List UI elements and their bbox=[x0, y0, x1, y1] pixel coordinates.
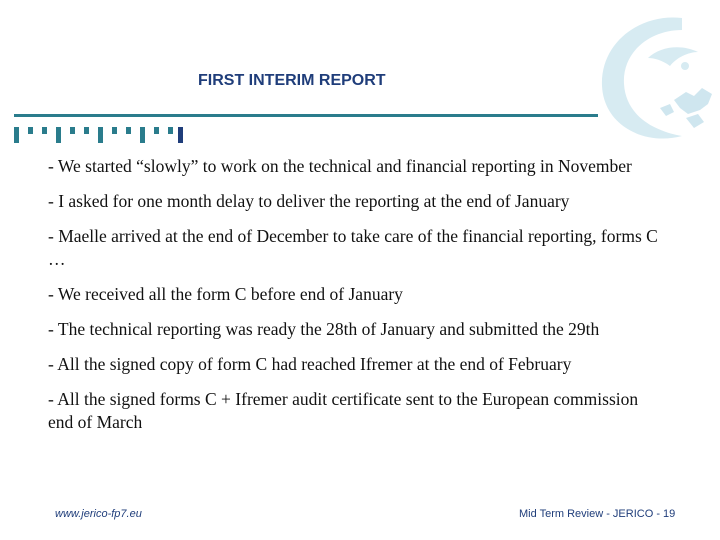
bullet-item: - Maelle arrived at the end of December to take care of the financial reporting, forms C … bbox=[48, 226, 658, 269]
jerico-logo-icon bbox=[590, 8, 715, 148]
bullet-item: - All the signed copy of form C had reached Ifremer at the end of February bbox=[48, 354, 572, 374]
bullet-item: - We started “slowly” to work on the technical and financial reporting in November bbox=[48, 156, 632, 176]
bullet-item: - All the signed forms C + Ifremer audit certificate sent to the European commission end of March bbox=[48, 389, 639, 432]
slide-title: FIRST INTERIM REPORT bbox=[198, 72, 386, 89]
bullet-item: - We received all the form C before end of January bbox=[48, 284, 403, 304]
bullet-item: - I asked for one month delay to deliver the reporting at the end of January bbox=[48, 191, 570, 211]
bullet-item: - The technical reporting was ready the 28th of January and submitted the 29th bbox=[48, 319, 600, 339]
header-tick-marks bbox=[14, 117, 214, 147]
footer-website-link[interactable]: www.jerico-fp7.eu bbox=[55, 508, 142, 520]
footer-label: Mid Term Review - JERICO - 19 bbox=[519, 508, 676, 520]
bullet-list bbox=[48, 155, 658, 446]
